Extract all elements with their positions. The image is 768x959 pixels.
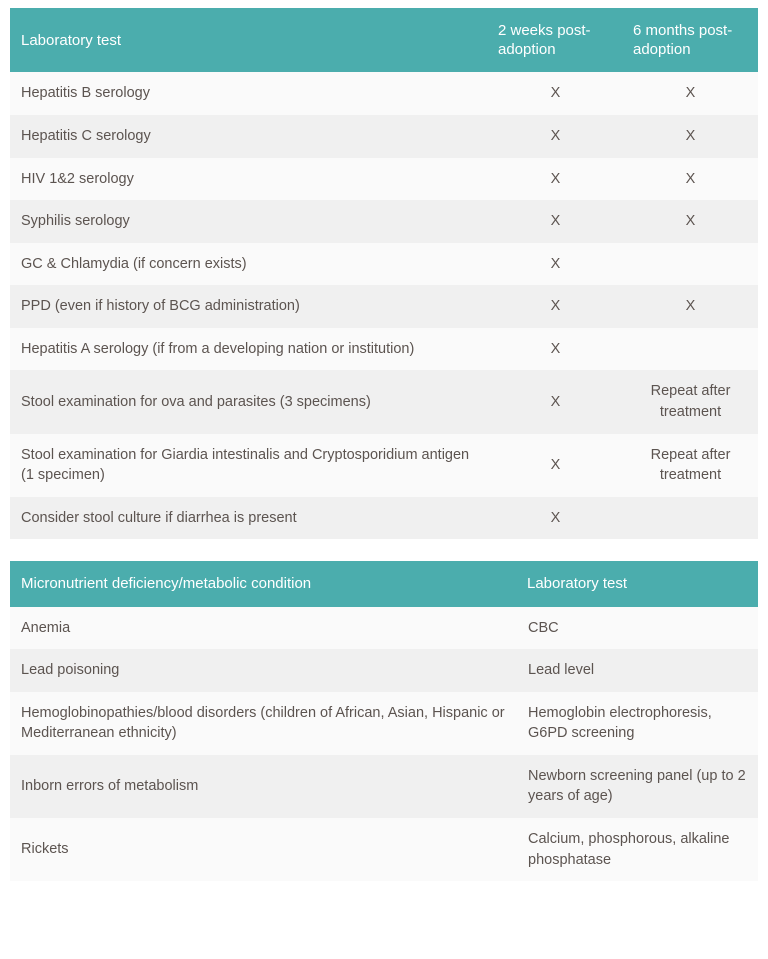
cell-two-weeks-mark: X xyxy=(488,243,623,286)
table-row xyxy=(10,755,758,818)
cell-condition: Hemoglobinopathies/blood disorders (children of African, Asian, Hispanic or Mediterranean ethnicity) xyxy=(10,692,516,755)
table-two-header xyxy=(10,561,758,606)
cell-laboratory-test: GC & Chlamydia (if concern exists) xyxy=(10,243,488,286)
cell-laboratory-test: Hepatitis C serology xyxy=(10,115,488,158)
cell-two-weeks-mark: X xyxy=(488,434,623,497)
column-header-six-months-post-adoption: 6 months post-adoption xyxy=(623,8,758,72)
table-row xyxy=(10,115,758,158)
cell-laboratory-test: Newborn screening panel (up to 2 years of age) xyxy=(516,755,758,818)
cell-laboratory-test: Hepatitis A serology (if from a developing nation or institution) xyxy=(10,328,488,371)
table-row xyxy=(10,243,758,286)
cell-two-weeks-mark: X xyxy=(488,115,623,158)
cell-six-months-mark: X xyxy=(623,115,758,158)
post-adoption-laboratory-screening-table xyxy=(10,8,758,539)
table-row xyxy=(10,818,758,881)
cell-laboratory-test: Stool examination for Giardia intestinalis and Cryptosporidium antigen (1 specimen) xyxy=(10,434,488,497)
cell-laboratory-test: PPD (even if history of BCG administration) xyxy=(10,285,488,328)
micronutrient-deficiency-table xyxy=(10,561,758,881)
table-row xyxy=(10,328,758,371)
cell-laboratory-test: Hepatitis B serology xyxy=(10,72,488,115)
table-row xyxy=(10,497,758,540)
table-one-header xyxy=(10,8,758,72)
table-header-row xyxy=(10,561,758,606)
cell-laboratory-test: Stool examination for ova and parasites (3 specimens) xyxy=(10,370,488,433)
cell-two-weeks-mark: X xyxy=(488,200,623,243)
cell-laboratory-test: Hemoglobin electrophoresis, G6PD screening xyxy=(516,692,758,755)
cell-two-weeks-mark: X xyxy=(488,158,623,201)
cell-six-months-mark xyxy=(623,328,758,371)
cell-six-months-note: Repeat after treatment xyxy=(623,370,758,433)
cell-six-months-mark xyxy=(623,243,758,286)
cell-laboratory-test: Consider stool culture if diarrhea is present xyxy=(10,497,488,540)
cell-two-weeks-mark: X xyxy=(488,72,623,115)
column-header-laboratory-test: Laboratory test xyxy=(10,8,488,72)
table-row xyxy=(10,72,758,115)
cell-six-months-mark: X xyxy=(623,72,758,115)
cell-condition: Lead poisoning xyxy=(10,649,516,692)
cell-six-months-mark xyxy=(623,497,758,540)
cell-six-months-mark: X xyxy=(623,285,758,328)
cell-laboratory-test: Lead level xyxy=(516,649,758,692)
table-row xyxy=(10,370,758,433)
cell-two-weeks-mark: X xyxy=(488,497,623,540)
cell-six-months-note: Repeat after treatment xyxy=(623,434,758,497)
table-row xyxy=(10,607,758,650)
table-row xyxy=(10,285,758,328)
column-header-laboratory-test: Laboratory test xyxy=(516,561,758,606)
column-header-two-weeks-post-adoption: 2 weeks post-adoption xyxy=(488,8,623,72)
table-row xyxy=(10,649,758,692)
cell-condition: Anemia xyxy=(10,607,516,650)
cell-two-weeks-mark: X xyxy=(488,370,623,433)
cell-laboratory-test: CBC xyxy=(516,607,758,650)
table-row xyxy=(10,692,758,755)
table-row xyxy=(10,200,758,243)
table-one-body xyxy=(10,72,758,539)
cell-laboratory-test: HIV 1&2 serology xyxy=(10,158,488,201)
column-header-micronutrient-condition: Micronutrient deficiency/metabolic condition xyxy=(10,561,516,606)
cell-six-months-mark: X xyxy=(623,200,758,243)
cell-two-weeks-mark: X xyxy=(488,328,623,371)
cell-laboratory-test: Calcium, phosphorous, alkaline phosphatase xyxy=(516,818,758,881)
table-row xyxy=(10,434,758,497)
cell-condition: Inborn errors of metabolism xyxy=(10,755,516,818)
cell-condition: Rickets xyxy=(10,818,516,881)
cell-two-weeks-mark: X xyxy=(488,285,623,328)
table-separator-gap xyxy=(10,539,758,561)
table-two-body xyxy=(10,607,758,882)
table-header-row xyxy=(10,8,758,72)
table-row xyxy=(10,158,758,201)
cell-laboratory-test: Syphilis serology xyxy=(10,200,488,243)
cell-six-months-mark: X xyxy=(623,158,758,201)
